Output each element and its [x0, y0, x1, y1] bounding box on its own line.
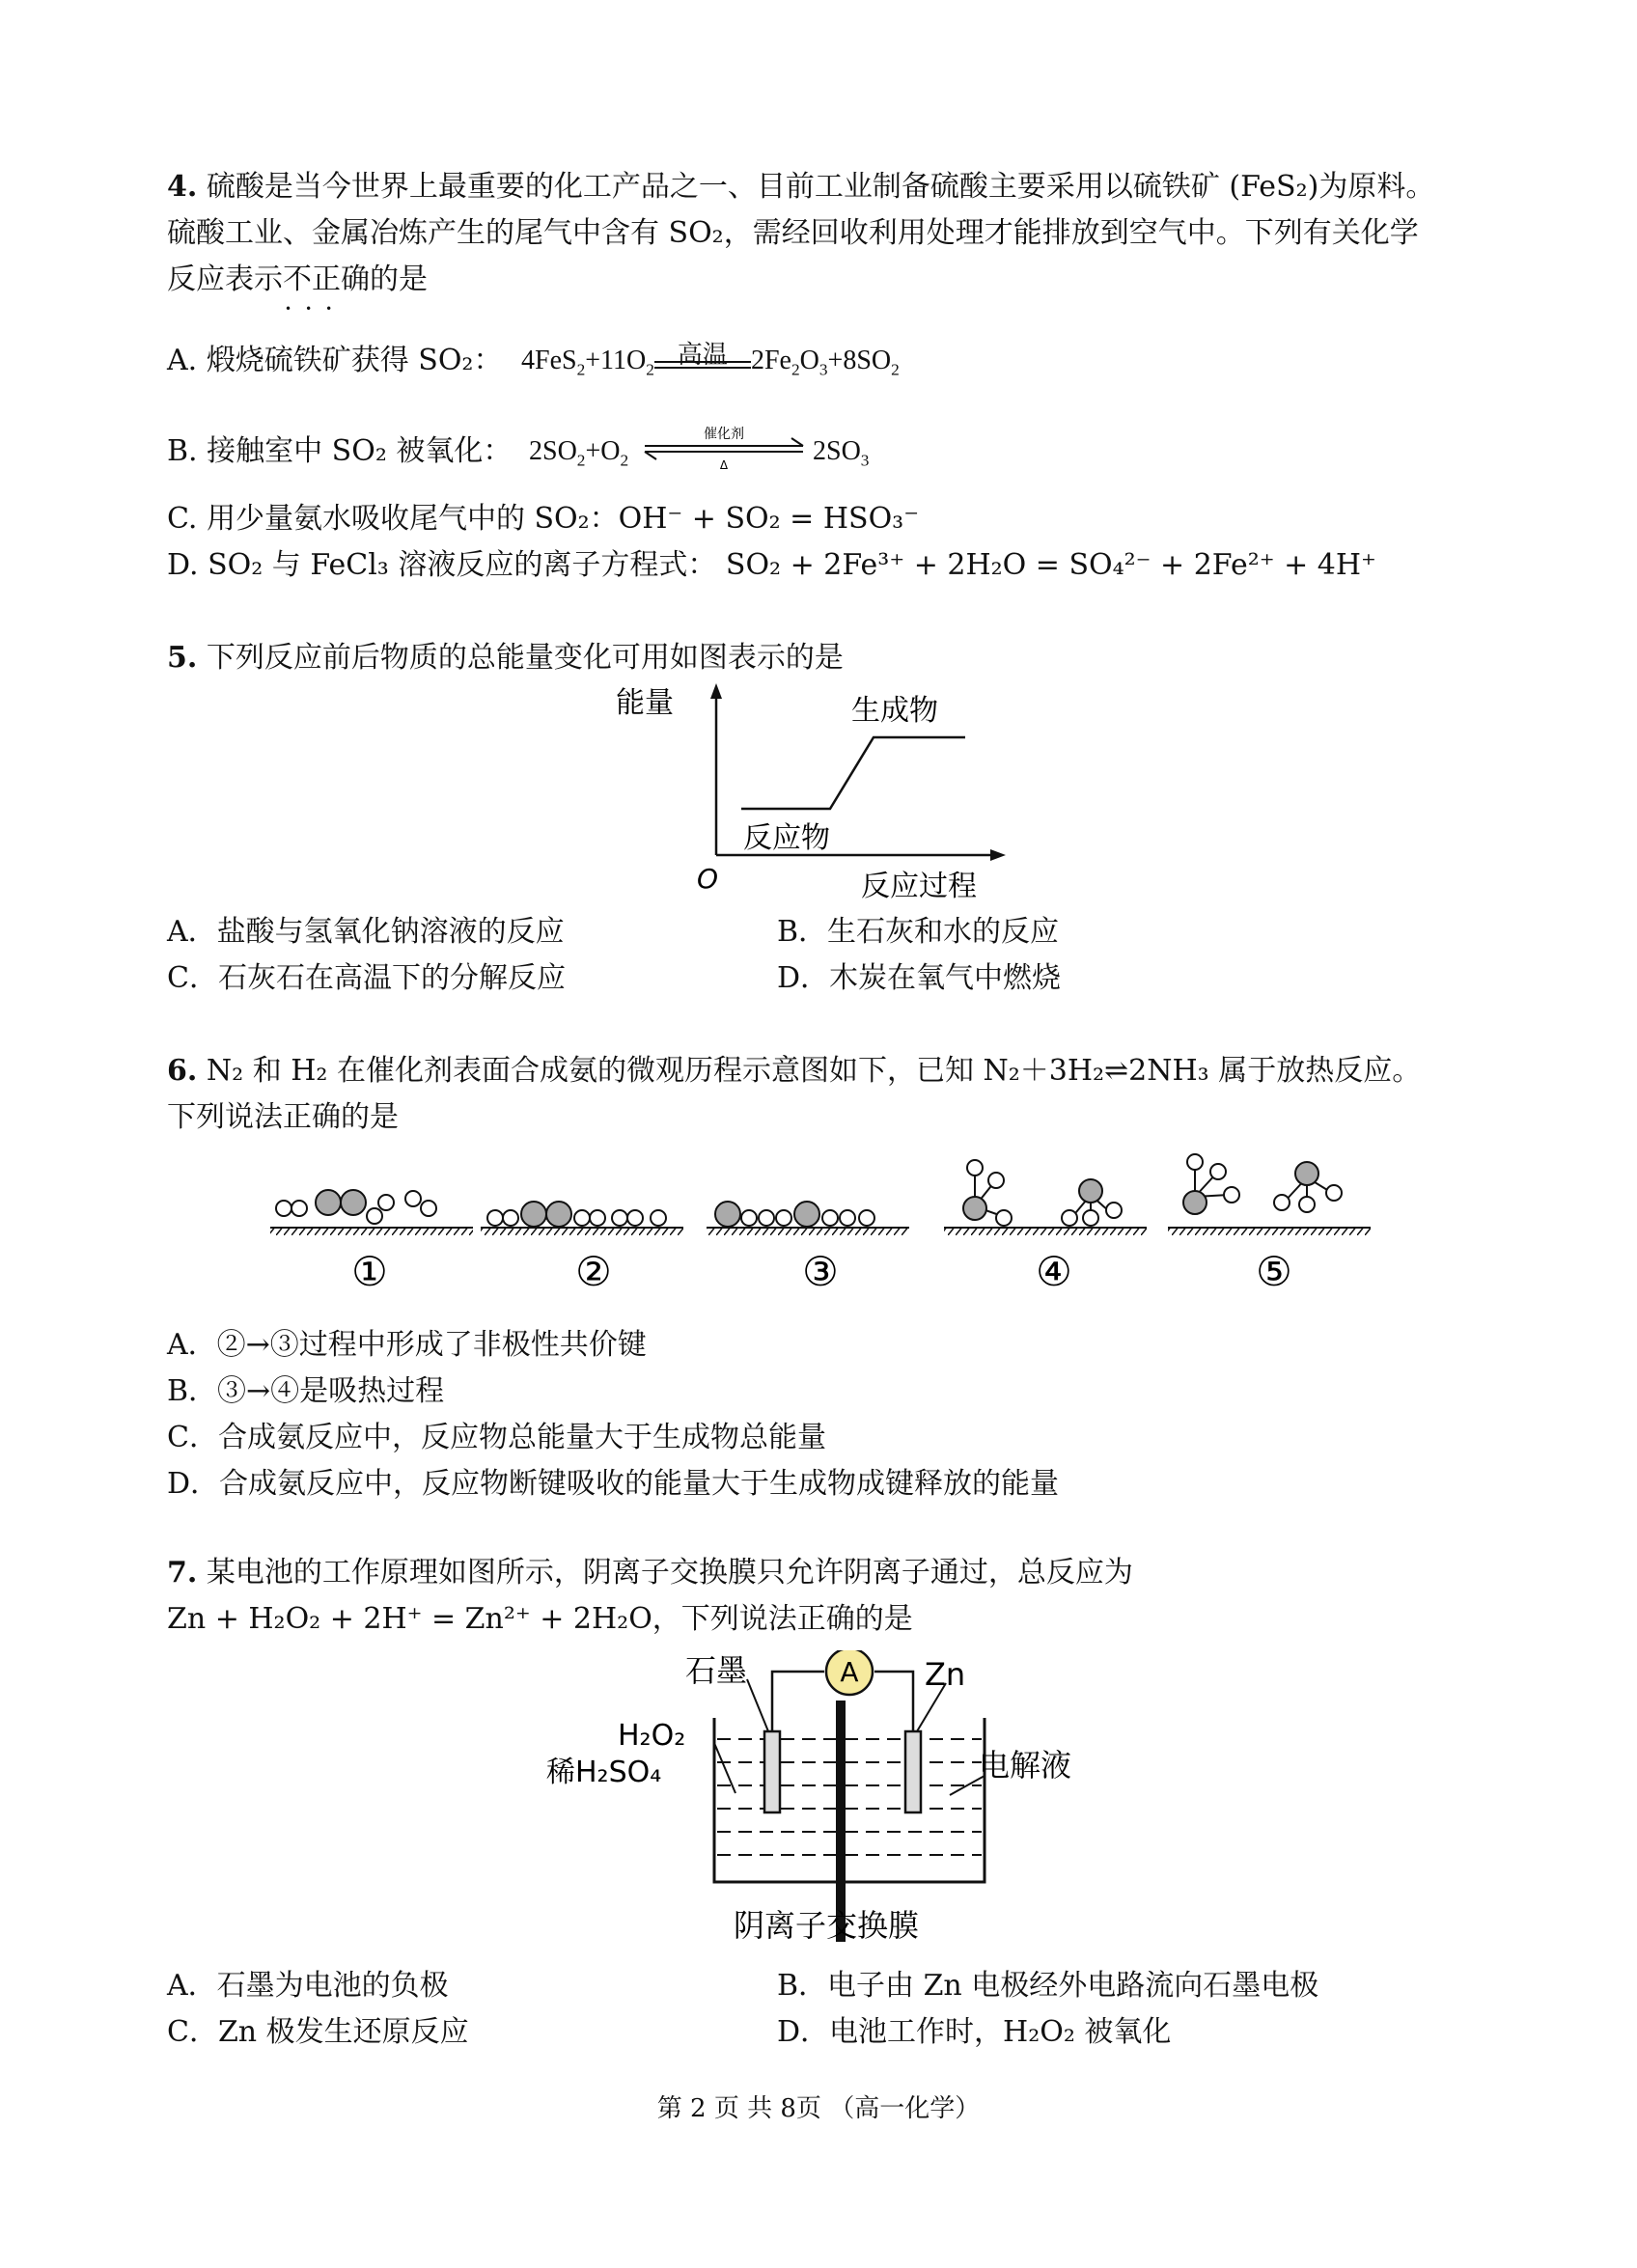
q7-stem-line2: Zn + H₂O₂ + 2H⁺ = Zn²⁺ + 2H₂O，下列说法正确的是 — [167, 1602, 913, 1636]
q4-option-c — [167, 502, 919, 537]
q5-energy-curve — [741, 737, 965, 809]
q6-stem-line1 — [167, 1054, 1421, 1089]
q7-graphite-label: 石墨 — [685, 1652, 748, 1689]
q5-x-arrow-icon — [990, 849, 1006, 861]
q7-battery-diagram — [541, 1650, 1081, 1950]
q7-stem-line1 — [167, 1556, 1133, 1590]
q4-option-d — [167, 548, 1376, 583]
q5-product-label: 生成物 — [851, 694, 938, 728]
q4-option-a-condition: 高温 — [677, 341, 728, 370]
q4-stem-text1: 硫酸是当今世界上最重要的化工产品之一、目前工业制备硫酸主要采用以硫铁矿 (FeS₂)为原料。 — [206, 170, 1435, 204]
q5-option-a: A．盐酸与氢氧化钠溶液的反应 — [167, 915, 565, 949]
q7-membrane-bar — [836, 1701, 846, 1942]
q7-h2so4-label: 稀H₂SO₄ — [546, 1756, 662, 1789]
q7-zn-electrode — [905, 1731, 921, 1812]
q5-origin-label: O — [697, 863, 719, 895]
q6-option-c: C．合成氨反应中，反应物总能量大于生成物总能量 — [167, 1421, 826, 1454]
q4-option-b-product: $2SO_3$ — [813, 436, 870, 470]
q4-option-d-text: SO₂ 与 FeCl₃ 溶液反应的离子方程式： SO₂ + 2Fe³⁺ + 2H₂O = SO₄²⁻ + 2Fe²⁺ + 4H⁺ — [208, 548, 1376, 582]
q7-membrane-label: 阴离子交换膜 — [734, 1907, 920, 1944]
q6-stage-1 — [270, 1190, 473, 1235]
q6-stage-5 — [1168, 1154, 1371, 1235]
q7-option-b: B．电子由 Zn 电极经外电路流向石墨电极 — [777, 1969, 1319, 2003]
q4-stem-text3a: 反应表示 — [167, 263, 283, 296]
q7-electrolyte-label: 电解液 — [979, 1747, 1072, 1784]
q4-option-a — [167, 344, 502, 378]
q7-option-d: D．电池工作时，H₂O₂ 被氧化 — [777, 2015, 1172, 2049]
q6-stage-4 — [944, 1160, 1147, 1235]
q5-y-label: 能量 — [616, 686, 674, 720]
q4-option-b-label: B. — [167, 434, 198, 468]
q7-h2o2-label: H₂O₂ — [618, 1719, 686, 1753]
q6-label-5: ⑤ — [1256, 1248, 1292, 1295]
q6-option-d: D．合成氨反应中，反应物断键吸收的能量大于生成物成键释放的能量 — [167, 1467, 1060, 1501]
q4-number: 4. — [167, 170, 198, 204]
q4-option-b-heat: Δ — [719, 458, 729, 472]
q6-option-b: B．③→④是吸热过程 — [167, 1374, 445, 1408]
q6-stem-line2: 下列说法正确的是 — [167, 1100, 399, 1134]
q5-reactant-label: 反应物 — [743, 821, 830, 855]
q5-stem-text: 下列反应前后物质的总能量变化可用如图表示的是 — [206, 641, 844, 675]
q4-option-d-label: D. — [167, 548, 199, 582]
q7-stem-text1: 某电池的工作原理如图所示，阴离子交换膜只允许阴离子通过，总反应为 — [206, 1556, 1133, 1590]
q7-ammeter-label: A — [840, 1656, 859, 1688]
q4-option-a-text: 煅烧硫铁矿获得 SO₂： — [206, 344, 503, 377]
q7-zn-label: Zn — [925, 1656, 966, 1693]
q4-option-a-label: A. — [167, 344, 198, 377]
page-footer: 第 2 页 共 8页 （高一化学） — [656, 2094, 981, 2123]
q6-label-4: ④ — [1036, 1248, 1072, 1295]
q4-stem-line2: 硫酸工业、金属冶炼产生的尾气中含有 SO₂，需经回收利用处理才能排放到空气中。下列有关化学 — [167, 216, 1419, 250]
q5-option-b: B．生石灰和水的反应 — [777, 915, 1060, 949]
q7-number: 7. — [167, 1556, 198, 1590]
q5-y-arrow-icon — [710, 683, 722, 699]
q4-option-b-equation: $2SO_2+O_2$ — [529, 436, 629, 470]
q6-number: 6. — [167, 1054, 198, 1088]
q6-label-2: ② — [575, 1248, 612, 1295]
q4-stem-line3 — [167, 263, 428, 297]
q7-container — [714, 1718, 985, 1882]
q4-emphasis-not-correct: 不正确 ••• — [283, 263, 370, 296]
q5-option-c: C．石灰石在高温下的分解反应 — [167, 961, 566, 995]
q7-option-a: A．石墨为电池的负极 — [167, 1969, 449, 2003]
q5-stem — [167, 641, 844, 676]
q4-stem-text3c: 的是 — [370, 263, 428, 296]
q4-option-b-catalyst: 催化剂 — [704, 427, 744, 442]
q6-mechanism-diagram — [261, 1148, 1390, 1303]
q6-label-3: ③ — [802, 1248, 839, 1295]
q5-option-d: D．木炭在氧气中燃烧 — [777, 961, 1062, 995]
q4-stem-line1 — [167, 170, 1434, 205]
q7-graphite-electrode — [764, 1731, 780, 1812]
q4-option-c-text: 用少量氨水吸收尾气中的 SO₂：OH⁻ + SO₂ = HSO₃⁻ — [206, 502, 920, 536]
q7-option-c: C．Zn 极发生还原反应 — [167, 2015, 469, 2049]
q6-stem-text1: N₂ 和 H₂ 在催化剂表面合成氨的微观历程示意图如下，已知 N₂＋3H₂⇌2NH₃ 属于放热反应。 — [206, 1054, 1422, 1088]
q4-option-b-text: 接触室中 SO₂ 被氧化： — [207, 434, 513, 468]
q4-option-b-reversible-arrow — [637, 425, 811, 473]
q5-number: 5. — [167, 641, 198, 675]
q6-label-1: ① — [351, 1248, 388, 1295]
q4-option-c-label: C. — [167, 502, 198, 536]
q5-energy-diagram — [598, 681, 1023, 903]
q6-option-a: A．②→③过程中形成了非极性共价键 — [167, 1328, 647, 1362]
q6-stage-2 — [481, 1202, 683, 1235]
q4-option-a-equation: $4FeS_2+11O_2$ 高温 $2Fe_2O_3+8SO_2$ — [521, 344, 900, 378]
q4-option-b — [167, 434, 512, 469]
q5-x-label: 反应过程 — [861, 870, 977, 903]
q6-stage-3 — [707, 1202, 909, 1235]
